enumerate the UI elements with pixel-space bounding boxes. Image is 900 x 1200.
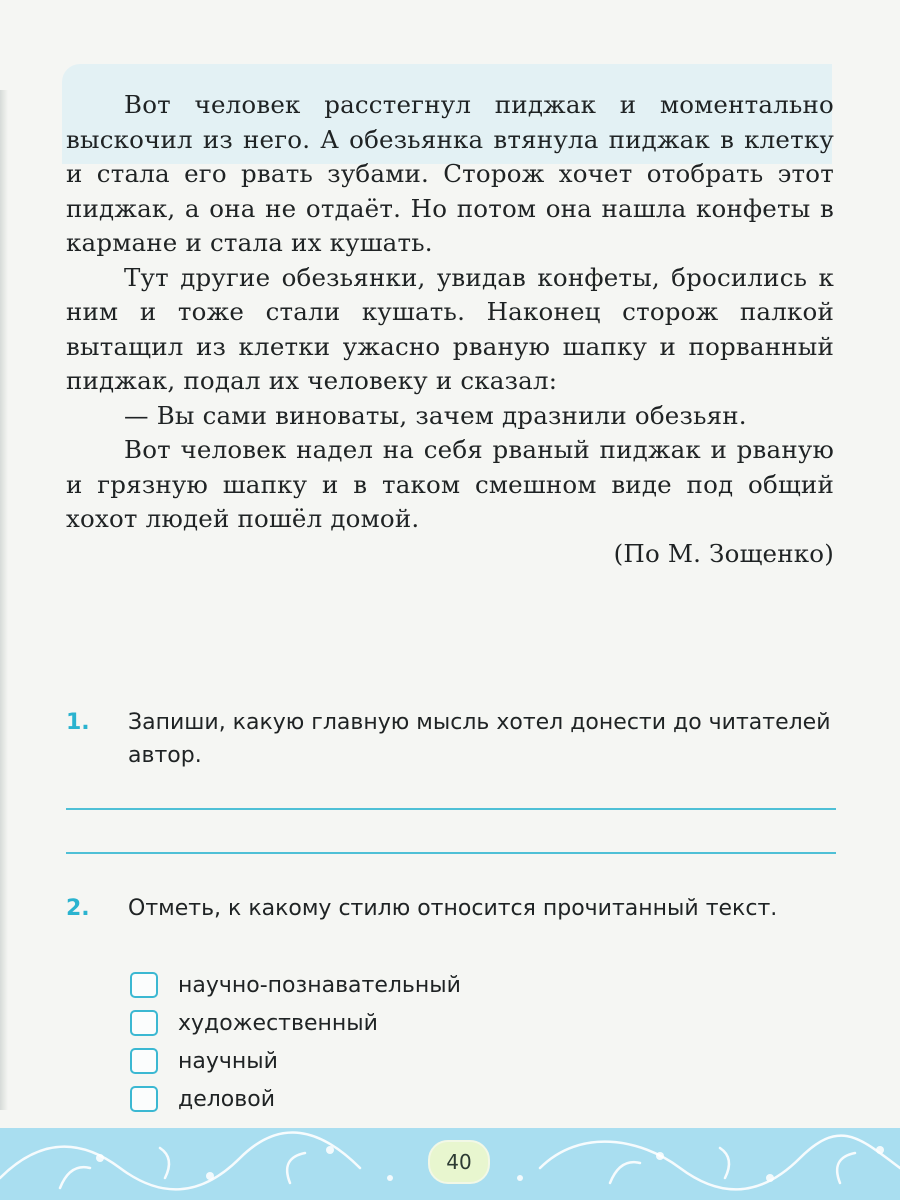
option-label: научно-познавательный <box>178 972 461 998</box>
style-options <box>130 966 461 1118</box>
answer-line[interactable] <box>66 852 836 854</box>
checkbox[interactable] <box>130 1086 158 1112</box>
story-paragraph: Вот человек расстегнул пиджак и моментально выскочил из него. А обезьянка втянула пиджак в клетку и стала его рвать зубами. Сторож хочет отобрать этот пиджак, а она не отдаёт. Но потом она нашла конфеты в кармане и стала их кушать. <box>66 90 834 257</box>
option-label: научный <box>178 1048 278 1074</box>
story-paragraph: Тут другие обезьянки, увидав конфеты, бросились к ним и тоже стали кушать. Наконец сторож палкой вытащил из клетки ужасно рваную шапку и порванный пиджак, подал их человеку и сказал: <box>66 262 834 395</box>
question-2 <box>66 892 846 925</box>
option-scientific[interactable] <box>130 1042 461 1080</box>
checkbox[interactable] <box>130 1048 158 1074</box>
page-number: 40 <box>428 1140 490 1184</box>
option-artistic[interactable] <box>130 1004 461 1042</box>
option-scientific-popular[interactable] <box>130 966 461 1004</box>
checkbox[interactable] <box>130 1010 158 1036</box>
question-text: Отметь, к какому стилю относится прочитанный текст. <box>128 896 778 921</box>
question-number: 1. <box>66 710 90 735</box>
option-business[interactable] <box>130 1080 461 1118</box>
answer-line[interactable] <box>66 808 836 810</box>
question-number: 2. <box>66 896 90 921</box>
story-text <box>66 88 834 571</box>
option-label: деловой <box>178 1086 275 1112</box>
story-paragraph: — Вы сами виноваты, зачем дразнили обезьян. <box>124 400 747 430</box>
story-paragraph: Вот человек надел на себя рваный пиджак и рваную и грязную шапку и в таком смешном виде под общий хохот людей пошёл домой. <box>66 435 834 533</box>
story-credit: (По М. Зощенко) <box>613 538 834 568</box>
page-fold-shadow <box>0 90 8 1110</box>
question-1 <box>66 706 846 772</box>
checkbox[interactable] <box>130 972 158 998</box>
option-label: художественный <box>178 1010 378 1036</box>
question-text: Запиши, какую главную мысль хотел донести до читателей автор. <box>128 710 831 768</box>
